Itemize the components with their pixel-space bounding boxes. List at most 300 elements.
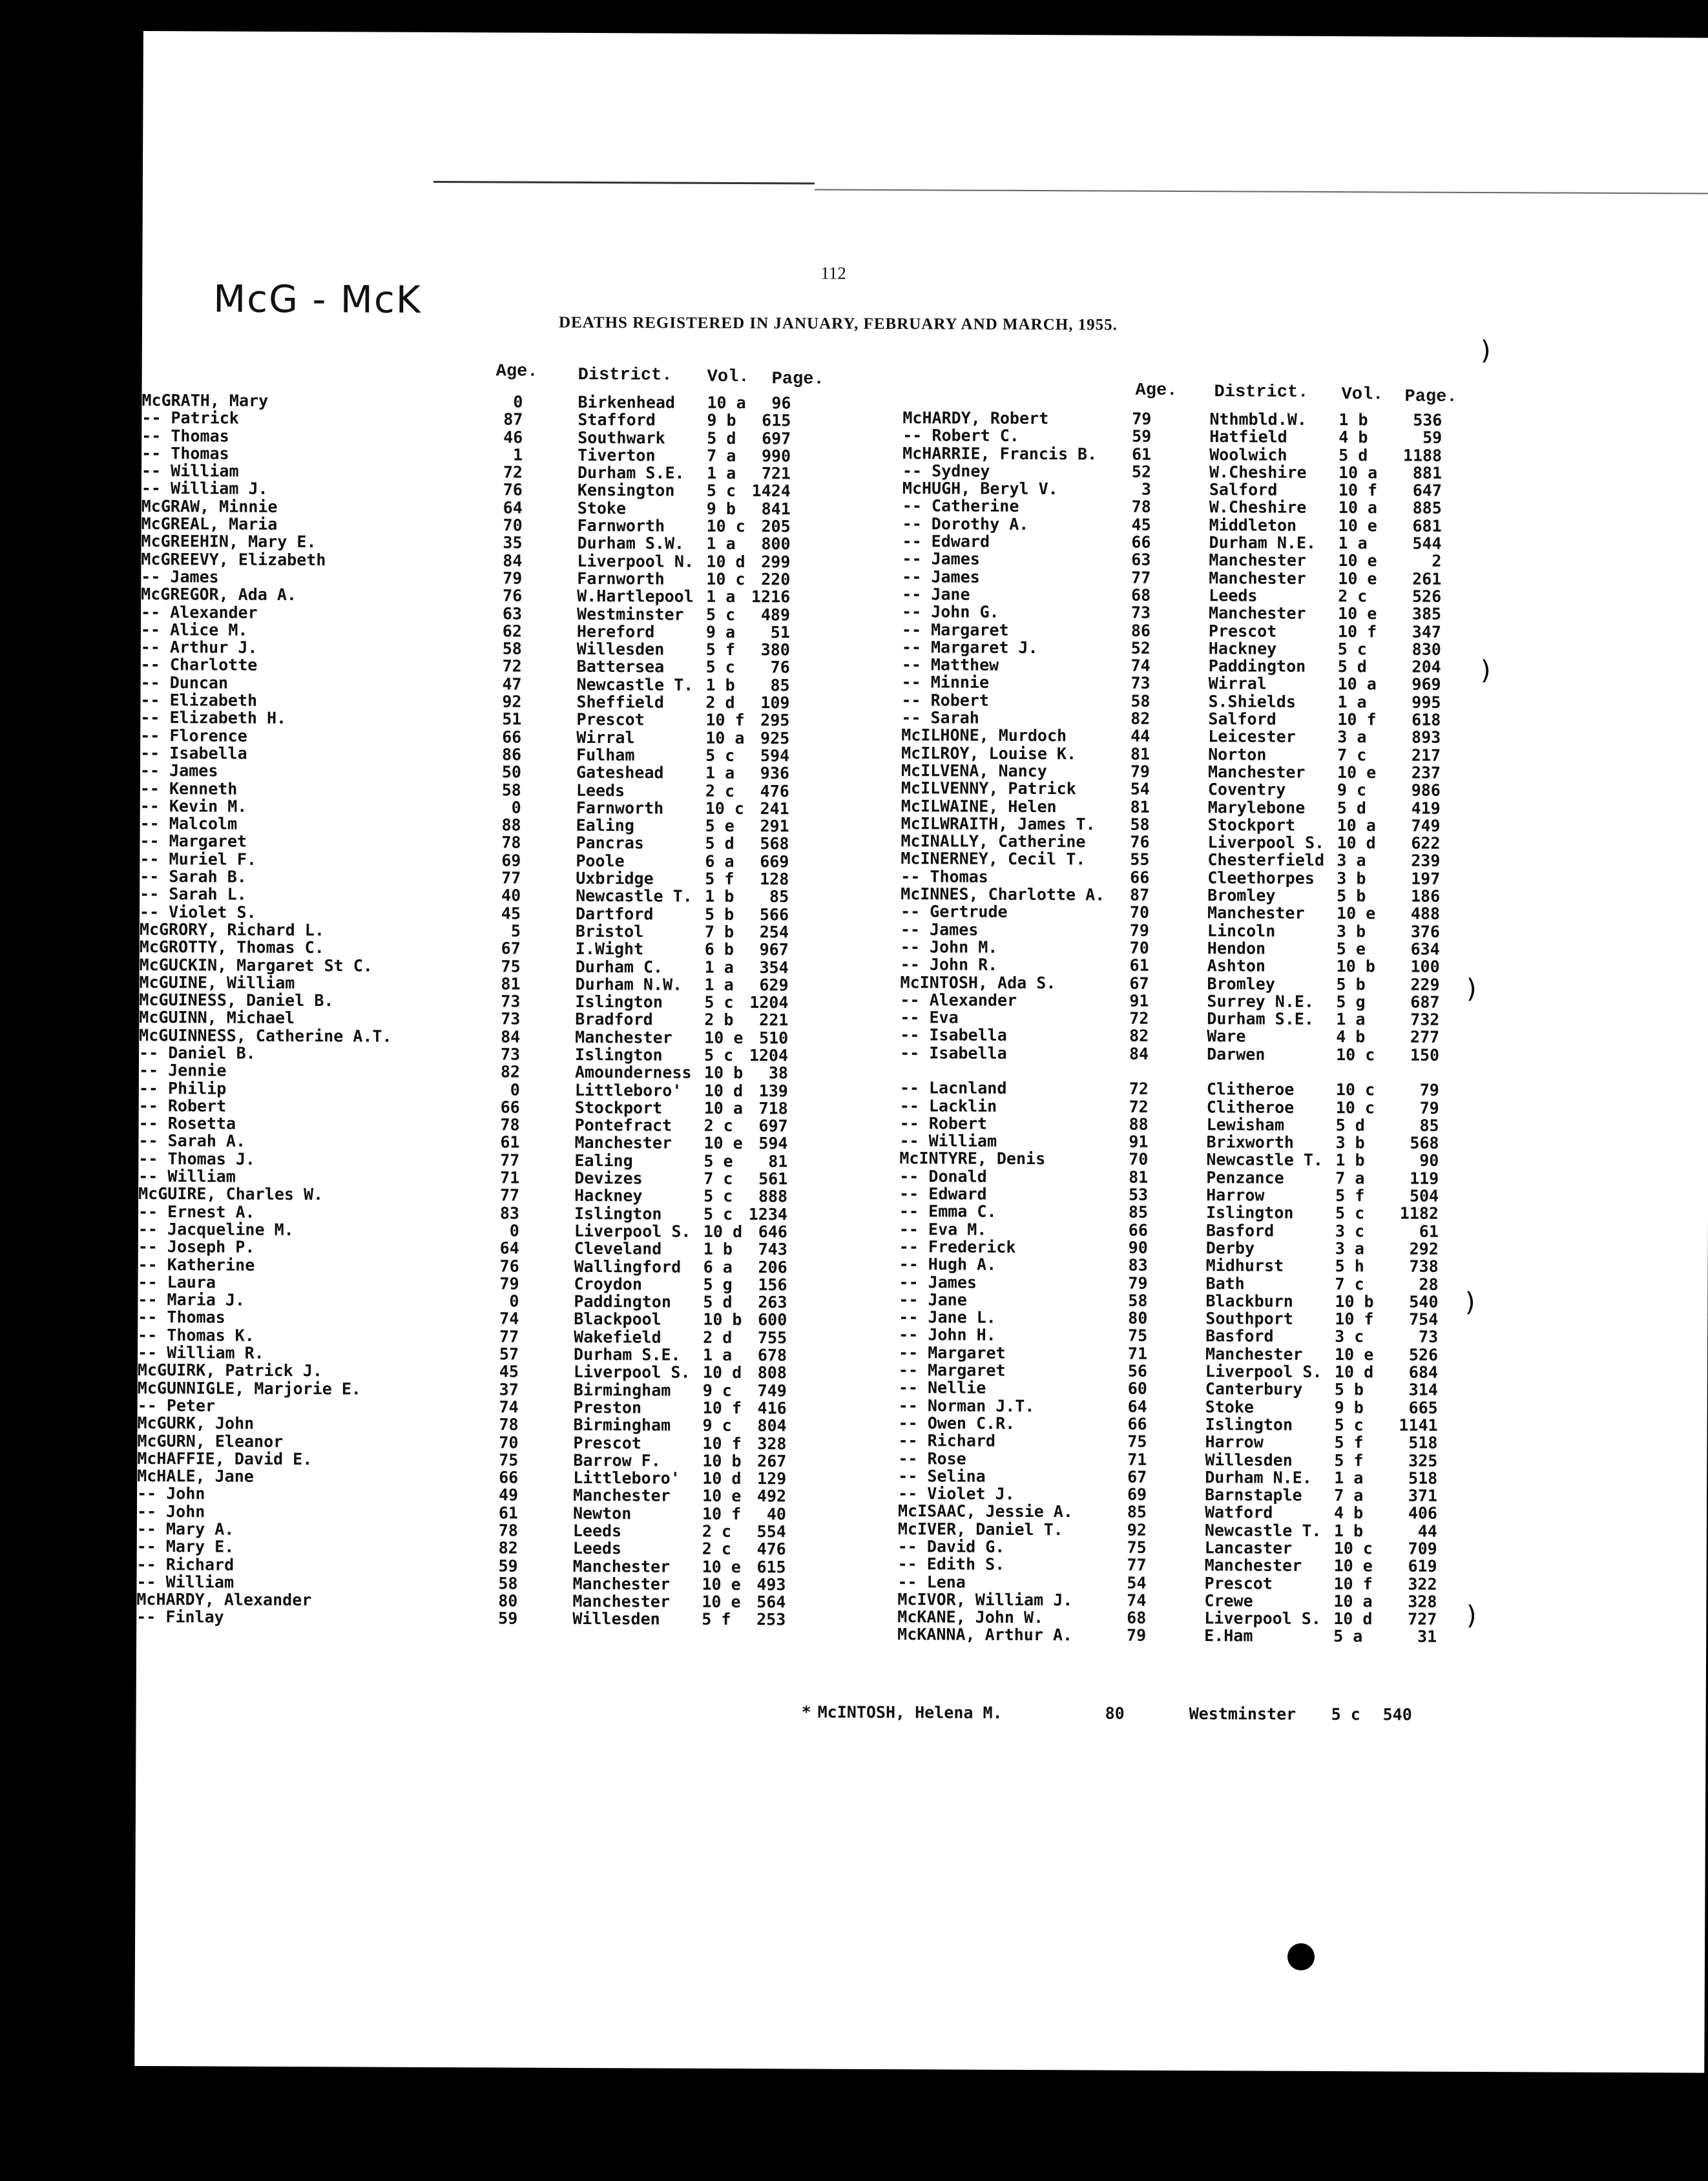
entry-page: 709 xyxy=(1408,1539,1437,1558)
entry-page: 100 xyxy=(1410,957,1440,976)
entry-page: 295 xyxy=(760,711,790,730)
right-page-header: Page. xyxy=(1404,387,1457,407)
entry-age: 0 xyxy=(513,392,523,412)
entry-name: McGREEHIN, Mary E. xyxy=(141,532,317,552)
entry-name: McINTOSH, Ada S. xyxy=(900,972,1056,992)
entry-age: 77 xyxy=(501,868,521,888)
entry-volume: 7 c xyxy=(1335,1274,1364,1293)
entry-age: 66 xyxy=(500,1098,520,1117)
entry-name: -- Thomas xyxy=(141,443,229,463)
entry-page: 31 xyxy=(1417,1627,1437,1647)
entry-district: Southport xyxy=(1205,1309,1293,1328)
entry-district: Poole xyxy=(576,851,625,870)
entry-age: 73 xyxy=(500,1045,521,1064)
entry-volume: 9 c xyxy=(702,1381,733,1400)
entry-volume: 9 b xyxy=(706,499,736,518)
entry-page: 893 xyxy=(1411,727,1441,747)
entry-page: 119 xyxy=(1410,1169,1439,1188)
entry-volume: 10 a xyxy=(1337,674,1377,694)
entry-age: 79 xyxy=(1128,1273,1148,1293)
entry-age: 78 xyxy=(499,1415,519,1434)
entry-age: 66 xyxy=(502,727,522,747)
entry-volume: 10 f xyxy=(1338,481,1378,500)
entry-district: Bromley xyxy=(1207,974,1276,994)
entry-age: 70 xyxy=(1129,938,1149,957)
entry-volume: 1 b xyxy=(705,887,734,906)
entry-age: 67 xyxy=(1127,1467,1147,1487)
entry-volume: 5 c xyxy=(704,992,734,1012)
entry-name: -- Gertrude xyxy=(901,902,1008,922)
entry-name: -- Isabella xyxy=(900,1025,1007,1045)
entry-age: 5 xyxy=(510,921,521,941)
entry-age: 44 xyxy=(1130,727,1151,746)
entry-name: -- Lena xyxy=(897,1572,966,1592)
entry-district: Pancras xyxy=(576,833,644,853)
entry-age: 66 xyxy=(1131,532,1151,552)
entry-district: Durham S.E. xyxy=(574,1344,681,1364)
entry-name: -- William xyxy=(136,1572,234,1592)
entry-volume: 6 b xyxy=(704,940,734,959)
entry-age: 67 xyxy=(501,939,521,958)
entry-page: 681 xyxy=(1412,516,1442,536)
entry-volume: 5 e xyxy=(705,816,734,836)
entry-name: -- Margaret xyxy=(140,831,247,851)
entry-volume: 9 c xyxy=(1337,780,1367,800)
entry-age: 68 xyxy=(1131,585,1151,605)
entry-volume: 7 a xyxy=(707,446,736,465)
entry-name: -- Ernest A. xyxy=(138,1202,255,1222)
entry-name: -- Eva M. xyxy=(899,1219,987,1239)
entry-age: 55 xyxy=(1130,850,1150,870)
entry-page: 76 xyxy=(770,658,790,677)
entry-page: 371 xyxy=(1408,1486,1438,1505)
index-tab-label: McG - McK xyxy=(213,277,422,322)
entry-page: 85 xyxy=(1419,1116,1439,1135)
entry-district: Newcastle T. xyxy=(1204,1520,1322,1540)
entry-age: 3 xyxy=(1141,479,1151,499)
entry-name: -- Margaret xyxy=(899,1342,1006,1362)
entry-page: 1188 xyxy=(1402,446,1442,465)
entry-volume: 3 b xyxy=(1336,921,1366,941)
entry-volume: 9 b xyxy=(707,411,736,430)
entry-volume: 5 d xyxy=(705,834,734,853)
entry-name: -- Margaret xyxy=(898,1361,1006,1380)
entry-volume: 5 g xyxy=(1336,992,1366,1012)
entry-name: -- Lacnland xyxy=(899,1078,1007,1098)
entry-volume: 1 a xyxy=(706,534,736,554)
entry-district: Prescot xyxy=(576,710,645,729)
entry-name: -- Robert xyxy=(901,690,990,710)
entry-age: 86 xyxy=(1130,621,1151,640)
entry-volume: 2 c xyxy=(703,1116,733,1136)
entry-name: McGRORY, Richard L. xyxy=(139,919,324,940)
entry-age: 77 xyxy=(500,1151,520,1170)
entry-age: 91 xyxy=(1129,1132,1149,1151)
entry-district: Durham C. xyxy=(575,957,663,977)
entry-age: 72 xyxy=(1129,1097,1149,1116)
entry-volume: 5 f xyxy=(705,869,734,889)
entry-volume: 10 c xyxy=(705,798,745,818)
entry-district: Lewisham xyxy=(1206,1115,1285,1134)
entry-name: -- Mary E. xyxy=(136,1537,234,1556)
entry-district: Westminster xyxy=(577,604,684,624)
entry-age: 74 xyxy=(1130,656,1151,675)
entry-name: -- Arthur J. xyxy=(140,638,258,657)
entry-district: Birkenhead xyxy=(578,392,676,412)
entry-district: Newton xyxy=(572,1503,632,1523)
entry-age: 67 xyxy=(1129,974,1149,993)
entry-page: 492 xyxy=(756,1487,787,1506)
entry-name: -- Violet J. xyxy=(898,1484,1015,1504)
entry-page: 476 xyxy=(756,1539,786,1559)
entry-district: Hackney xyxy=(1208,639,1277,658)
entry-volume: 10 f xyxy=(1335,1310,1374,1329)
entry-page: 1204 xyxy=(749,993,789,1012)
entry-page: 969 xyxy=(1411,675,1441,694)
entry-age: 64 xyxy=(503,498,523,517)
entry-name: McINALLY, Catherine xyxy=(901,831,1086,851)
entry-district: Salford xyxy=(1208,709,1276,729)
entry-age: 77 xyxy=(1131,568,1151,587)
footnote-name: McINTOSH, Helena M. xyxy=(817,1702,1003,1722)
entry-name: McILWRAITH, James T. xyxy=(901,813,1096,834)
entry-page: 678 xyxy=(757,1346,787,1365)
entry-page: 727 xyxy=(1408,1609,1437,1629)
entry-page: 594 xyxy=(760,746,790,766)
entry-name: -- Kevin M. xyxy=(140,796,247,816)
entry-volume: 6 a xyxy=(703,1257,733,1277)
entry-page: 754 xyxy=(1409,1310,1439,1329)
entry-name: -- Joseph P. xyxy=(138,1237,255,1257)
entry-name: -- Alice M. xyxy=(140,620,248,640)
entry-volume: 10 e xyxy=(1338,604,1377,623)
entry-volume: 10 f xyxy=(1337,710,1377,729)
entry-page: 990 xyxy=(761,446,791,466)
entry-age: 61 xyxy=(1129,955,1149,976)
entry-name: -- Philip xyxy=(138,1078,227,1098)
entry-age: 61 xyxy=(1131,444,1152,464)
entry-name: -- Thomas J. xyxy=(138,1149,256,1169)
entry-age: 62 xyxy=(502,621,523,641)
entry-district: Paddington xyxy=(1208,656,1306,676)
entry-volume: 10 a xyxy=(707,393,746,413)
entry-volume: 10 c xyxy=(1336,1045,1375,1065)
entry-name: -- Robert xyxy=(138,1096,227,1116)
entry-name: -- Rose xyxy=(898,1448,966,1468)
entry-name: McGURK, John xyxy=(137,1414,255,1433)
entry-name: McILROY, Louise K. xyxy=(901,743,1077,763)
entry-volume: 10 f xyxy=(705,711,745,730)
entry-volume: 10 c xyxy=(1333,1539,1373,1558)
entry-name: -- Minnie xyxy=(901,673,990,693)
entry-name: McGUCKIN, Margaret St C. xyxy=(139,955,373,976)
entry-age: 35 xyxy=(503,533,523,552)
entry-page: 28 xyxy=(1419,1275,1439,1294)
entry-age: 92 xyxy=(502,692,522,711)
entry-volume: 10 e xyxy=(1337,763,1377,782)
entry-name: -- Sydney xyxy=(902,461,990,481)
entry-page: 1204 xyxy=(749,1046,789,1065)
entry-name: -- William xyxy=(138,1167,236,1186)
entry-name: -- Alexander xyxy=(900,990,1017,1010)
entry-age: 58 xyxy=(502,639,522,658)
entry-age: 74 xyxy=(1127,1591,1147,1610)
entry-page: 518 xyxy=(1408,1433,1438,1452)
entry-page: 109 xyxy=(760,693,790,713)
entry-district: Coventry xyxy=(1207,780,1286,799)
entry-page: 669 xyxy=(760,851,789,871)
entry-page: 808 xyxy=(757,1363,787,1383)
entry-district: Durham S.W. xyxy=(577,534,685,554)
entry-page: 634 xyxy=(1410,939,1440,959)
entry-age: 73 xyxy=(501,992,521,1011)
entry-district: Stafford xyxy=(578,410,656,430)
entry-page: 800 xyxy=(761,534,791,554)
entry-district: Fulham xyxy=(576,745,635,765)
entry-district: S.Shields xyxy=(1208,691,1297,711)
entry-age: 61 xyxy=(500,1132,520,1153)
entry-page: 718 xyxy=(758,1099,788,1118)
entry-district: Clitheroe xyxy=(1206,1097,1295,1117)
entry-age: 83 xyxy=(1128,1255,1148,1275)
entry-name: McGUINNESS, Catherine A.T. xyxy=(139,1025,392,1046)
entry-page: 629 xyxy=(759,975,789,995)
entry-age: 76 xyxy=(499,1256,519,1276)
entry-name: -- John R. xyxy=(900,955,998,974)
entry-volume: 1 a xyxy=(704,957,734,977)
entry-district: Bath xyxy=(1205,1273,1245,1293)
entry-district: Kensington xyxy=(577,481,675,501)
entry-age: 73 xyxy=(501,1009,521,1028)
entry-name: -- Nellie xyxy=(898,1378,986,1398)
entry-page: 204 xyxy=(1411,657,1441,676)
entry-volume: 1 b xyxy=(703,1240,733,1259)
entry-page: 299 xyxy=(761,552,791,572)
entry-age: 71 xyxy=(500,1168,520,1187)
entry-district: Wirral xyxy=(576,727,635,747)
entry-age: 87 xyxy=(1130,885,1150,904)
entry-district: Liverpool S. xyxy=(1205,1362,1322,1382)
entry-name: -- Norman J.T. xyxy=(898,1395,1035,1415)
entry-district: Harrow xyxy=(1205,1432,1264,1452)
entry-district: Durham N.W. xyxy=(575,974,683,994)
entry-age: 52 xyxy=(1131,462,1152,481)
entry-volume: 4 b xyxy=(1338,428,1368,447)
entry-district: Cleveland xyxy=(574,1239,662,1258)
entry-name: -- Jane xyxy=(902,585,970,604)
entry-volume: 5 d xyxy=(707,428,736,448)
entry-page: 85 xyxy=(770,675,790,695)
entry-volume: 5 c xyxy=(706,481,736,501)
entry-name: -- William xyxy=(141,461,239,481)
entry-district: Middleton xyxy=(1209,515,1297,535)
entry-name: -- John H. xyxy=(899,1325,996,1345)
entry-volume: 7 b xyxy=(704,922,734,941)
entry-page: 881 xyxy=(1412,463,1442,483)
entry-name: McGUINE, William xyxy=(139,972,295,992)
entry-age: 64 xyxy=(1127,1397,1147,1416)
entry-district: Islington xyxy=(575,1045,663,1065)
entry-age: 78 xyxy=(498,1521,518,1540)
entry-volume: 5 d xyxy=(1338,445,1368,464)
entry-district: Manchester xyxy=(1207,762,1306,782)
entry-name: McGRATH, Mary xyxy=(141,390,269,410)
entry-age: 77 xyxy=(499,1327,519,1346)
entry-age: 1 xyxy=(513,445,523,464)
entry-page: 85 xyxy=(769,887,789,906)
entry-age: 79 xyxy=(503,569,523,588)
entry-district: Manchester xyxy=(1205,1344,1303,1364)
entry-district: Farnworth xyxy=(577,569,665,589)
entry-volume: 3 a xyxy=(1337,727,1367,747)
entry-age: 84 xyxy=(1129,1044,1149,1063)
entry-district: Preston xyxy=(573,1397,642,1417)
entry-name: McHARRIE, Francis B. xyxy=(902,443,1098,464)
entry-volume: 5 d xyxy=(703,1292,733,1312)
entry-page: 1234 xyxy=(748,1204,788,1224)
entry-district: E.Ham xyxy=(1204,1626,1253,1646)
entry-age: 77 xyxy=(1127,1555,1147,1575)
entry-district: Manchester xyxy=(572,1574,671,1594)
entry-district: Barrow F. xyxy=(573,1450,661,1470)
entry-page: 804 xyxy=(757,1416,787,1435)
entry-district: Midhurst xyxy=(1205,1256,1284,1275)
entry-volume: 9 c xyxy=(702,1416,732,1435)
entry-name: -- Robert C. xyxy=(902,426,1019,446)
entry-district: Hereford xyxy=(576,621,655,642)
entry-name: McGREEVY, Elizabeth xyxy=(141,549,326,569)
entry-page: 721 xyxy=(761,464,791,483)
entry-name: -- James xyxy=(902,567,980,587)
entry-district: Paddington xyxy=(574,1292,672,1311)
left-entries-column xyxy=(91,391,820,1629)
entry-name: -- James xyxy=(899,1272,977,1292)
entry-age: 82 xyxy=(1130,709,1151,728)
entry-name: -- James xyxy=(900,919,979,939)
entry-district: Leicester xyxy=(1208,727,1296,747)
entry-district: I.Wight xyxy=(575,939,644,959)
entry-district: W.Cheshire xyxy=(1209,463,1307,482)
entry-district: Liverpool S. xyxy=(1207,833,1325,853)
entry-page: 59 xyxy=(1422,428,1442,448)
entry-age: 92 xyxy=(1127,1520,1147,1539)
entry-district: Wirral xyxy=(1208,674,1267,694)
entry-name: McISAAC, Jessie A. xyxy=(897,1501,1074,1521)
entry-page: 44 xyxy=(1417,1521,1437,1541)
entry-volume: 2 d xyxy=(705,693,735,713)
entry-name: McGUINN, Michael xyxy=(139,1008,295,1028)
entry-page: 51 xyxy=(770,623,791,642)
entry-page: 986 xyxy=(1411,780,1441,800)
entry-volume: 10 b xyxy=(703,1063,744,1083)
entry-age: 81 xyxy=(501,974,521,994)
entry-page: 684 xyxy=(1408,1362,1439,1382)
entry-age: 47 xyxy=(502,674,522,694)
entry-volume: 1 a xyxy=(703,1345,733,1365)
entry-age: 56 xyxy=(1127,1361,1148,1381)
entry-district: Leeds xyxy=(1209,586,1258,605)
right-vol-header: Vol. xyxy=(1341,385,1384,405)
entry-name: -- Violet S. xyxy=(139,902,256,922)
entry-age: 79 xyxy=(1127,1626,1147,1645)
entry-volume: 10 a xyxy=(705,728,745,747)
entry-page: 376 xyxy=(1410,922,1441,941)
entry-name: -- Richard xyxy=(898,1431,996,1450)
entry-volume: 5 f xyxy=(1334,1433,1364,1452)
entry-page: 618 xyxy=(1411,710,1441,729)
entry-district: Stoke xyxy=(1205,1397,1255,1417)
edge-mark: ) xyxy=(1481,336,1491,366)
entry-volume: 7 a xyxy=(1334,1486,1364,1505)
entry-district: Islington xyxy=(1205,1415,1293,1434)
entry-district: Wallingford xyxy=(574,1257,682,1277)
entry-age: 64 xyxy=(499,1238,519,1258)
entry-page: 697 xyxy=(762,428,791,448)
entry-district: Durham N.E. xyxy=(1209,533,1317,553)
entry-name: -- Muriel F. xyxy=(140,849,257,869)
entry-district: Littleboro' xyxy=(574,1080,682,1100)
entry-page: 738 xyxy=(1409,1257,1439,1277)
entry-page: 697 xyxy=(758,1116,788,1136)
entry-district: Manchester xyxy=(1209,550,1307,570)
entry-volume: 9 a xyxy=(705,622,736,642)
entry-district: Islington xyxy=(574,1204,662,1224)
entry-age: 79 xyxy=(1129,921,1150,940)
entry-volume: 1 a xyxy=(704,975,734,994)
entry-name: -- John M. xyxy=(900,937,998,957)
entry-district: Basford xyxy=(1205,1326,1274,1346)
entry-district: Leeds xyxy=(576,780,625,800)
entry-page: 96 xyxy=(771,393,791,413)
entry-age: 70 xyxy=(503,516,523,535)
entry-volume: 5 c xyxy=(705,658,735,677)
entry-page: 79 xyxy=(1419,1080,1439,1100)
entry-page: 241 xyxy=(760,799,789,819)
entry-age: 59 xyxy=(498,1609,518,1629)
entry-district: Durham S.E. xyxy=(1207,1009,1314,1029)
entry-age: 73 xyxy=(1130,603,1151,623)
entry-district: Amounderness xyxy=(574,1063,692,1082)
entry-volume: 4 b xyxy=(1333,1503,1364,1523)
entry-volume: 1 a xyxy=(705,764,735,783)
entry-district: Watford xyxy=(1204,1503,1273,1523)
entry-district: Marylebone xyxy=(1207,797,1306,817)
edge-mark: ) xyxy=(1466,974,1477,1004)
entry-volume: 2 c xyxy=(702,1521,732,1541)
entry-district: Manchester xyxy=(1207,903,1305,923)
entry-age: 70 xyxy=(1129,903,1150,923)
entry-age: 83 xyxy=(499,1204,520,1223)
entry-volume: 5 c xyxy=(1334,1415,1364,1435)
entry-name: -- Duncan xyxy=(140,673,229,693)
entry-name: -- John xyxy=(137,1484,205,1503)
entry-district: Ware xyxy=(1207,1027,1246,1046)
entry-page: 732 xyxy=(1410,1010,1440,1029)
entry-name: McIVOR, William J. xyxy=(897,1590,1073,1610)
entry-volume: 10 d xyxy=(1333,1609,1373,1629)
entry-page: 267 xyxy=(757,1451,787,1471)
entry-age: 70 xyxy=(499,1432,519,1452)
entry-age: 75 xyxy=(1128,1326,1148,1346)
entry-name: McGUIRE, Charles W. xyxy=(138,1184,324,1204)
entry-volume: 1 a xyxy=(706,587,736,607)
entry-page: 995 xyxy=(1411,693,1441,712)
entry-district: Ealing xyxy=(576,816,635,835)
entry-volume: 10 a xyxy=(1333,1591,1373,1611)
entry-page: 347 xyxy=(1411,622,1442,642)
entry-age: 78 xyxy=(500,1115,520,1134)
entry-volume: 1 b xyxy=(1333,1521,1364,1540)
